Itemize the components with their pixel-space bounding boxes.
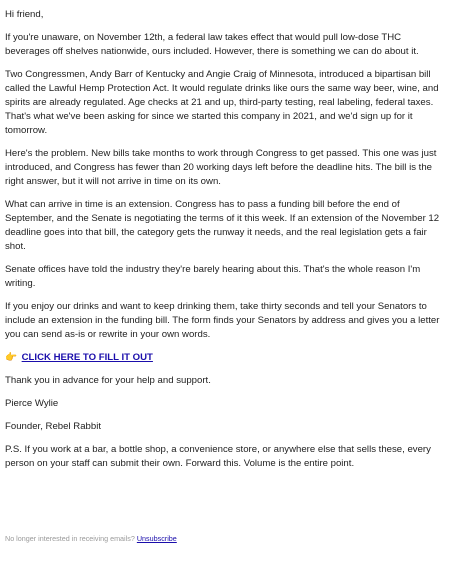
unsubscribe-link[interactable]: Unsubscribe bbox=[136, 534, 177, 543]
paragraph-ask: If you enjoy our drinks and want to keep drinking them, take thirty seconds and tell your Senators to include an extension in the funding bill. The form finds your Senators by address and gives you a letter you can send as-is or rewrite in your own words. bbox=[5, 301, 440, 340]
greeting: Hi friend, bbox=[5, 9, 44, 20]
fill-it-out-link[interactable]: CLICK HERE TO FILL IT OUT bbox=[21, 352, 153, 363]
cta-line bbox=[5, 351, 444, 365]
paragraph-intro: If you're unaware, on November 12th, a federal law takes effect that would pull low-dose THC beverages off shelves nationwide, ours included. However, there is something we can do about it. bbox=[5, 32, 419, 57]
footer-text: No longer interested in receiving emails? bbox=[5, 534, 135, 543]
signature-title: Founder, Rebel Rabbit bbox=[5, 421, 101, 432]
email-footer bbox=[5, 534, 177, 544]
paragraph-senate: Senate offices have told the industry they're barely hearing about this. That's the whole reason I'm writing. bbox=[5, 264, 421, 289]
signature-name: Pierce Wylie bbox=[5, 398, 59, 409]
paragraph-extension: What can arrive in time is an extension. Congress has to pass a funding bill before the end of September, and the Senate is negotiating the terms of it this week. If an extension of the November 12 deadline goes into that bill, the category gets the runway it needs, and the real legislation gets a fair shot. bbox=[5, 199, 440, 252]
pointing-hand-icon: 👉 bbox=[5, 352, 17, 363]
postscript: P.S. If you work at a bar, a bottle shop, a convenience store, or anywhere else that sells these, every person on your staff can submit their own. Forward this. Volume is the entire point. bbox=[5, 444, 431, 469]
paragraph-problem: Here's the problem. New bills take months to work through Congress to get passed. This one was just introduced, and Congress has fewer than 20 working days left before the deadline hits. The bill is the right answer, but it will not arrive in time on its own. bbox=[5, 148, 437, 187]
paragraph-bill: Two Congressmen, Andy Barr of Kentucky and Angie Craig of Minnesota, introduced a bipartisan bill called the Lawful Hemp Protection Act. It would regulate drinks like ours the same way beer, wine, and spirits are already regulated. Age checks at 21 and up, third-party testing, real labeling, federal taxes. That's what we've been asking for since we started this company in 2021, and we'd sign up for it tomorrow. bbox=[5, 69, 439, 136]
closing-line: Thank you in advance for your help and support. bbox=[5, 375, 211, 386]
